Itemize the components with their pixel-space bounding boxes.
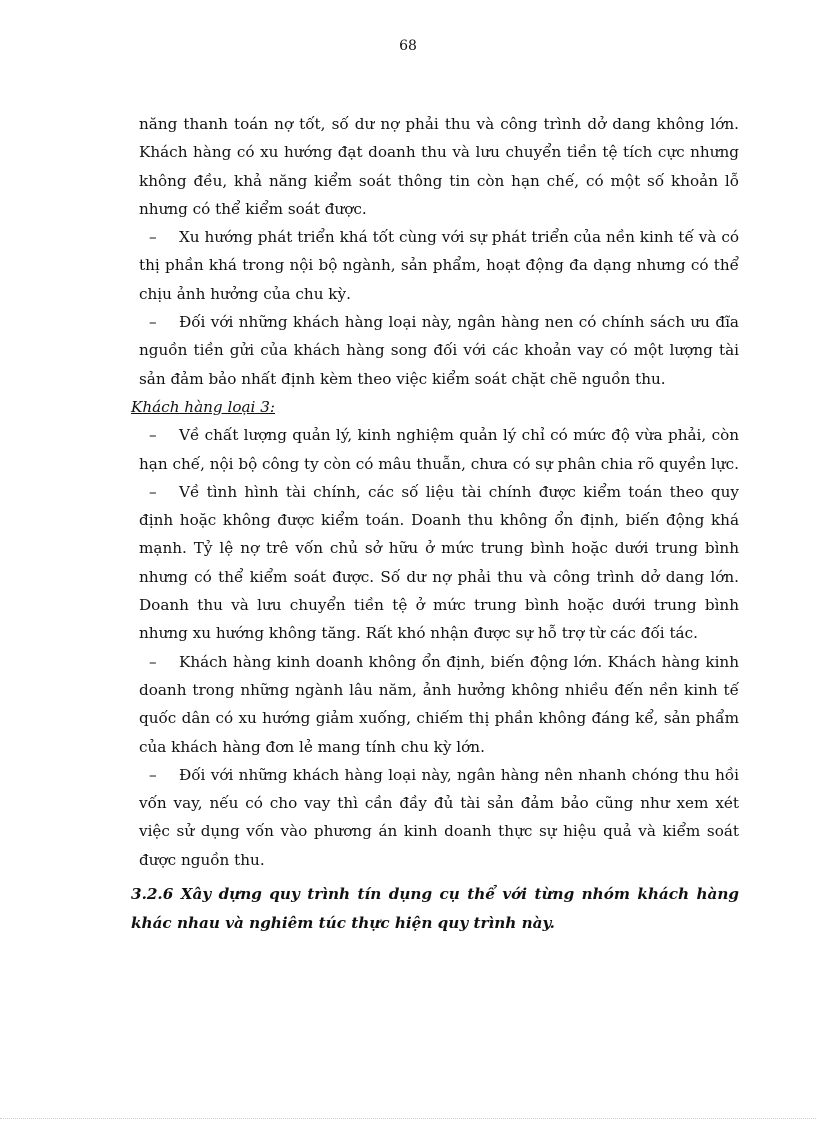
bullet-dash: – [149,228,157,247]
bullet-item [131,761,739,874]
bullet-text: Đối với những khách hàng loại này, ngân hàng nen có chính sách ưu đĩa nguồn tiền gửi của khách hàng song đối với các khoản vay có một lượng tài sản đảm bảo nhất định kèm theo việc kiểm soát chặt chẽ nguồn thu. [139,313,739,388]
subheading-customer-type-3: Khách hàng loại 3: [131,397,275,416]
bullet-dash: – [149,313,157,332]
bullet-item [131,223,739,308]
bullet-text: Về tình hình tài chính, các số liệu tài chính được kiểm toán theo quy định hoặc không được kiểm toán. Doanh thu không ổn định, biến động khá mạnh. Tỷ lệ nợ trê vốn chủ sở hữu ở mức trung bình hoặc dưới trung bình nhưng có thể kiểm soát được. Số dư nợ phải thu và công trình dở dang lớn. Doanh thu và lưu chuyển tiền tệ ở mức trung bình hoặc dưới trung bình nhưng xu hướng không tăng. Rất khó nhận được sự hỗ trợ từ các đối tác. [139,482,739,643]
bullet-dash: – [149,765,157,784]
bullet-text: Về chất lượng quản lý, kinh nghiệm quản lý chỉ có mức độ vừa phải, còn hạn chế, nội bộ công ty còn có mâu thuẫn, chưa có sự phân chia rõ quyền lực. [139,426,740,473]
bullet-text: Xu hướng phát triển khá tốt cùng với sự phát triển của nền kinh tế và có thị phần khá trong nội bộ ngành, sản phẩm, hoạt động đa dạng nhưng có thể chịu ảnh hưởng của chu kỳ. [139,228,739,303]
bullet-dash: – [149,426,157,445]
bullet-dash: – [149,652,157,671]
bullet-dash: – [149,482,157,501]
bullet-item [131,478,739,648]
bullet-text: Đối với những khách hàng loại này, ngân hàng nên nhanh chóng thu hồi vốn vay, nếu có cho vay thì cần đầy đủ tài sản đảm bảo cũng như xem xét việc sử dụng vốn vào phương án kinh doanh thực sự hiệu quả và kiểm soát được nguồn thu. [139,765,739,869]
bullet-item [131,648,739,761]
document-body [131,110,739,938]
bullet-item [131,308,739,393]
page-bottom-divider [0,1118,816,1119]
page-number: 68 [399,38,417,54]
bullet-item [131,421,739,478]
section-heading: 3.2.6 Xây dựng quy trình tín dụng cụ thể với từng nhóm khách hàng khác nhau và nghiêm túc thực hiện quy trình này. [131,885,739,933]
bullet-text: Khách hàng kinh doanh không ổn định, biến động lớn. Khách hàng kinh doanh trong những ngành lâu năm, ảnh hưởng không nhiều đến nền kinh tế quốc dân có xu hướng giảm xuống, chiếm thị phần không đáng kể, sản phẩm của khách hàng đơn lẻ mang tính chu kỳ lớn. [139,652,739,756]
intro-paragraph: năng thanh toán nợ tốt, số dư nợ phải thu và công trình dở dang không lớn. Khách hàng có xu hướng đạt doanh thu và lưu chuyển tiền tệ tích cực nhưng không đều, khả năng kiểm soát thông tin còn hạn chế, có một số khoản lỗ nhưng có thể kiểm soát được. [139,115,739,218]
